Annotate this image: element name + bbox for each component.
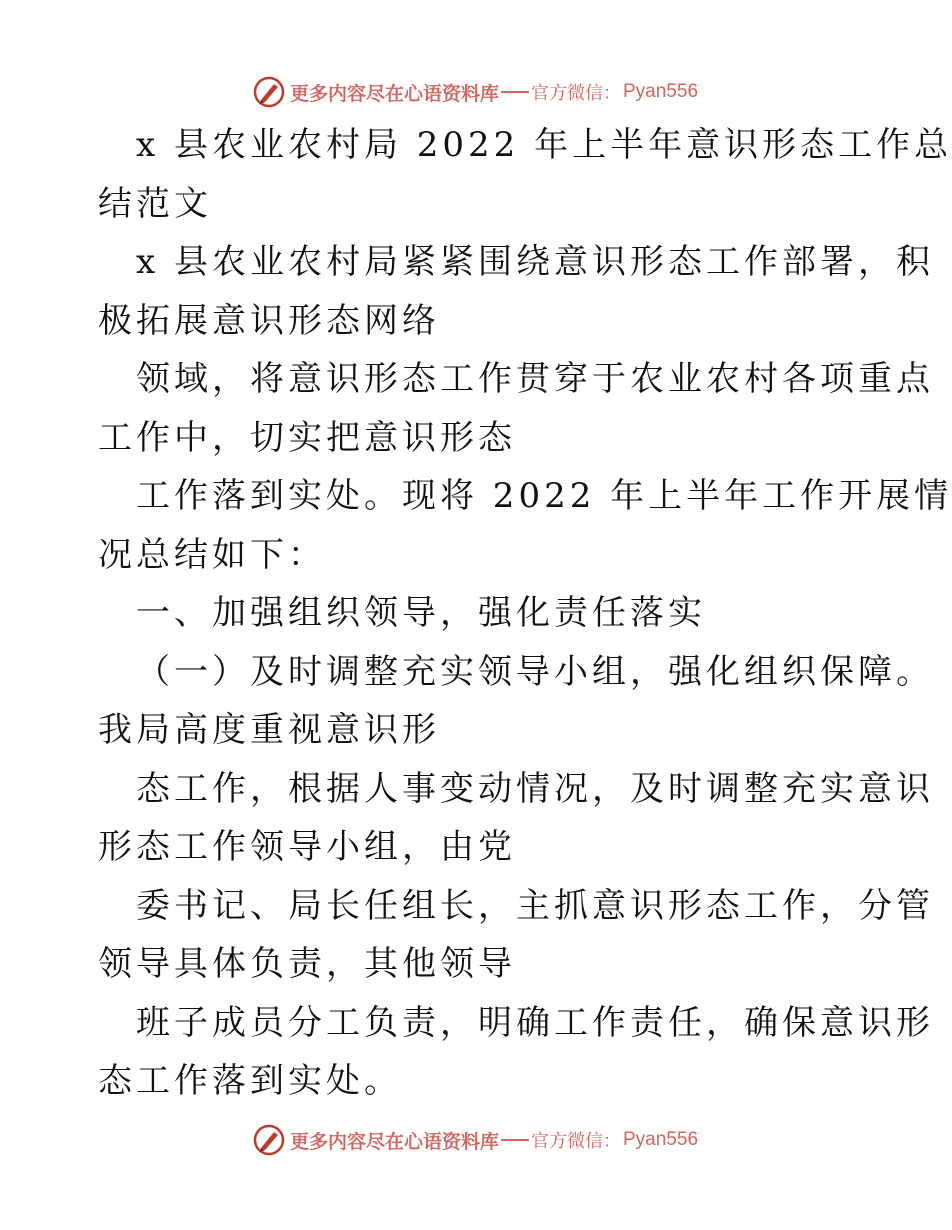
document-line: 班子成员分工负责，明确工作责任，确保意识形 — [136, 1002, 934, 1043]
document-line: 态工作，根据人事变动情况，及时调整充实意识 — [136, 768, 934, 809]
watermark-label: 官方微信： — [531, 83, 621, 104]
document-line: （一）及时调整充实领导小组，强化组织保障。 — [136, 651, 934, 692]
watermark-banner-top — [0, 72, 950, 112]
watermark-label: 官方微信： — [531, 1131, 621, 1152]
document-line: 工作落到实处。现将 2022 年上半年工作开展情 — [136, 476, 952, 516]
document-body — [98, 116, 952, 1111]
watermark-handle: Pyan556 — [623, 1129, 699, 1150]
document-line: 形态工作领导小组，由党 — [98, 827, 516, 867]
watermark-handle: Pyan556 — [623, 81, 699, 102]
document-line: 况总结如下： — [98, 534, 326, 575]
document-line: x 县农业农村局 2022 年上半年意识形态工作总 — [136, 125, 952, 165]
document-line: 结范文 — [98, 183, 212, 224]
document-line: 态工作落到实处。 — [98, 1061, 402, 1101]
watermark-dash — [501, 1139, 529, 1141]
watermark-site-text: 更多内容尽在心语资料库 — [289, 1130, 499, 1153]
pen-logo-icon — [252, 1123, 286, 1157]
document-line: 委书记、局长任组长，主抓意识形态工作，分管 — [136, 885, 934, 926]
document-line: x 县农业农村局紧紧围绕意识形态工作部署，积 — [136, 242, 934, 282]
document-line: 极拓展意识形态网络 — [98, 300, 440, 341]
document-line: 我局高度重视意识形 — [98, 710, 440, 750]
document-line: 工作中，切实把意识形态 — [98, 417, 516, 458]
watermark-banner-bottom — [0, 1120, 950, 1160]
watermark-site-text: 更多内容尽在心语资料库 — [289, 82, 499, 105]
document-line: 领导具体负责，其他领导 — [98, 944, 516, 984]
document-line: 领域，将意识形态工作贯穿于农业农村各项重点 — [136, 359, 934, 399]
watermark-dash — [501, 91, 529, 93]
document-lines — [98, 116, 952, 1111]
document-line: 一、加强组织领导，强化责任落实 — [136, 593, 706, 633]
pen-logo-icon — [252, 75, 286, 109]
